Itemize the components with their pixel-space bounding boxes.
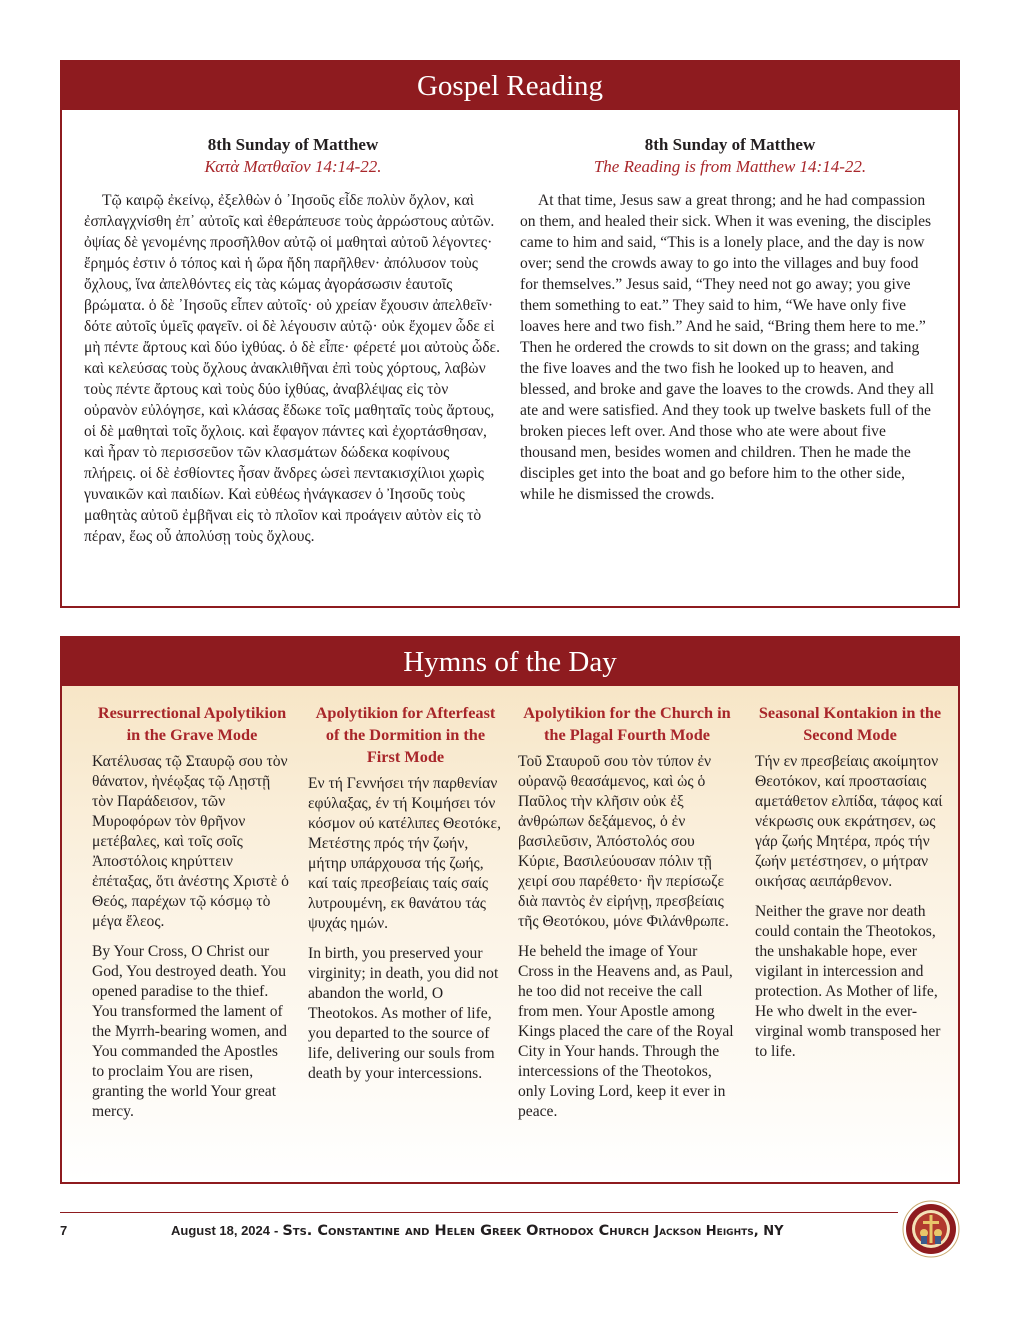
gospel-heading: Gospel Reading xyxy=(62,62,958,110)
hymn-title: Seasonal Kontakion in the Second Mode xyxy=(758,703,942,744)
footer-divider xyxy=(60,1212,898,1213)
hymn-column xyxy=(518,702,736,1122)
church-seal-icon xyxy=(902,1200,960,1258)
hymn-english-text: By Your Cross, O Christ our God, You destroyed death. You opened paradise to the thief. You transformed the lament of the Myrrh-bearing women, and You commanded the Apostles to proclaim You are risen, granting the world Your great mercy. xyxy=(92,943,287,1120)
hymn-greek-text: Εν τή Γεννήσει τήν παρθενίαν εφύλαξας, έν τή Κοιμήσει τόν κόσμον ού κατέλιπες Θεοτόκε, Μετέστης πρός τήν ζωήν, μήτηρ υπάρχουσα τής ζωής, καί ταίς πρεσβείαις ταίς σαίς λυτρουμένη, εκ θανάτου τάς ψυχάς ημών. xyxy=(308,775,501,932)
gospel-english-column xyxy=(520,134,940,505)
gospel-greek-reference: Κατὰ Ματθαῖον 14:14-22. xyxy=(204,157,382,176)
hymn-column xyxy=(308,702,503,1084)
hymn-title: Apolytikion for the Church in the Plagal Fourth Mode xyxy=(523,703,731,744)
hymns-panel xyxy=(60,636,960,1184)
hymn-greek-text: Τοῦ Σταυροῦ σου τὸν τύπον ἐν οὐρανῷ θεασάμενος, καὶ ὡς ὁ Παῦλος τὴν κλῆσιν οὐκ ἐξ ἀνθρώπων δεξάμενος, ὁ ἐν βασιλεῦσιν, Ἀπόστολός σου Κύριε, Βασιλεύουσαν πόλιν τῇ χειρί σου παρέθετο· ἣν περίσωζε διὰ παντὸς ἐν εἰρήνῃ, πρεσβείαις τῆς Θεοτόκου, μόνε Φιλάνθρωπε. xyxy=(518,753,729,930)
footer-location: Jackson Heights, NY xyxy=(654,1224,784,1239)
gospel-greek-title: 8th Sunday of Matthew xyxy=(207,135,379,154)
hymns-heading: Hymns of the Day xyxy=(62,638,958,686)
page-number: 7 xyxy=(60,1223,68,1238)
hymn-english-text: He beheld the image of Your Cross in the Heavens and, as Paul, he too did not receive the call from men. Your Apostle among Kings placed the care of the Royal City in Your hands. Through the intercessions of the Theotokos, only Loving Lord, keep it ever in peace. xyxy=(518,943,734,1120)
hymn-greek-text: Τήν εν πρεσβείαις ακοίμητον Θεοτόκον, καί προστασίαις αμετάθετον ελπίδα, τάφος καί νέκρωσις ουκ εκράτησεν, ως γάρ ζωής Μητέρα, πρός τήν ζωήν μετέστησεν, ο μήτραν οικήσας αειπάρθενον. xyxy=(755,753,943,890)
hymn-title: Apolytikion for Afterfeast of the Dormition in the First Mode xyxy=(315,703,496,766)
hymn-column xyxy=(755,702,945,1062)
gospel-english-title: 8th Sunday of Matthew xyxy=(644,135,816,154)
footer-date: August 18, 2024 xyxy=(171,1223,270,1238)
gospel-english-text: At that time, Jesus saw a great throng; and he had compassion on them, and healed their sick. When it was evening, the disciples came to him and said, “This is a lonely place, and the day is now over; send the crowds away to go into the villages and buy food for themselves.” Jesus said, “They need not go away; you give them something to eat.” They said to him, “We have only five loaves here and two fish.” And he said, “Bring them here to me.” Then he ordered the crowds to sit down on the grass; and taking the five loaves and the two fish he looked up to heaven, and blessed, and broke and gave the loaves to the crowds. And they all ate and were satisfied. And they took up twelve baskets full of the broken pieces left over. And those who ate were about five thousand men, besides women and children. Then he made the disciples get into the boat and go before him to the other side, while he dismissed the crowds. xyxy=(520,192,934,503)
hymn-title: Resurrectional Apolytikion in the Grave Mode xyxy=(97,703,287,744)
gospel-greek-text: Τῷ καιρῷ ἐκείνῳ, ἐξελθὼν ὁ ᾿Ιησοῦς εἶδε πολὺν ὄχλον, καὶ ἐσπλαγχνίσθη ἐπ᾿ αὐτοῖς καὶ ἐθεράπευσε τοὺς ἀρρώστους αὐτῶν. ὀψίας δὲ γενομένης προσῆλθον αὐτῷ οἱ μαθηταὶ αὐτοῦ λέγοντες· ἔρημός ἐστιν ὁ τόπος καὶ ἡ ὥρα ἤδη παρῆλθεν· ἀπόλυσον τοὺς ὄχλους, ἵνα ἀπελθόντες εἰς τὰς κώμας ἀγοράσωσιν ἑαυτοῖς βρώματα. ὁ δὲ ᾿Ιησοῦς εἶπεν αὐτοῖς· οὐ χρείαν ἔχουσιν ἀπελθεῖν· δότε αὐτοῖς ὑμεῖς φαγεῖν. οἱ δὲ λέγουσιν αὐτῷ· οὐκ ἔχομεν ὧδε εἰ μὴ πέντε ἄρτους καὶ δύο ἰχθύας. ὁ δὲ εἶπε· φέρετέ μοι αὐτοὺς ὧδε. καὶ κελεύσας τοὺς ὄχλους ἀνακλιθῆναι ἐπὶ τοὺς χόρτους, λαβὼν τοὺς πέντε ἄρτους καὶ τοὺς δύο ἰχθύας, ἀναβλέψας εἰς τὸν οὐρανὸν εὐλόγησε, καὶ κλάσας ἔδωκε τοῖς μαθηταῖς τοὺς ἄρτους, οἱ δὲ μαθηταὶ τοῖς ὄχλοις. καὶ ἔφαγον πάντες καὶ ἐχορτάσθησαν, καὶ ἦραν τὸ περισσεῦον τῶν κλασμάτων δώδεκα κοφίνους πλήρεις. οἱ δὲ ἐσθίοντες ἦσαν ἄνδρες ὡσεὶ πεντακισχίλιοι χωρὶς γυναικῶν καὶ παιδίων. Καὶ εὐθέως ἠνάγκασεν ὁ Ἰησοῦς τοὺς μαθητὰς αὐτοῦ ἐμβῆναι εἰς τὸ πλοῖον καὶ προάγειν αὐτὸν εἰς τὸ πέραν, ἕως οὗ ἀπολύσῃ τοὺς ὄχλους. xyxy=(84,192,500,545)
footer xyxy=(171,1220,896,1239)
hymn-column xyxy=(92,702,292,1122)
gospel-greek-column xyxy=(84,134,502,547)
hymn-greek-text: Κατέλυσας τῷ Σταυρῷ σου τὸν θάνατον, ἠνέῳξας τῷ Λῃστῇ τὸν Παράδεισον, τῶν Μυροφόρων τὸν θρῆνον μετέβαλες, καὶ τοῖς σοῖς Ἀποστόλοις κηρύττειν ἐπέταξας, ὅτι ἀνέστης Χριστὲ ὁ Θεός, παρέχων τῷ κόσμῳ τὸ μέγα ἔλεος. xyxy=(92,753,289,930)
hymn-english-text: In birth, you preserved your virginity; in death, you did not abandon the world, O Theotokos. As mother of life, you departed to the source of life, delivering our souls from death by your intercessions. xyxy=(308,945,499,1082)
gospel-english-reference: The Reading is from Matthew 14:14-22. xyxy=(593,157,867,176)
hymn-english-text: Neither the grave nor death could contain the Theotokos, the unshakable hope, ever vigilant in intercession and protection. As Mother of life, He who dwelt in the ever-virginal womb transposed her to life. xyxy=(755,903,941,1060)
footer-church-name: Sts. Constantine and Helen Greek Orthodox Church xyxy=(282,1223,650,1239)
footer-separator: - xyxy=(274,1223,279,1238)
gospel-reading-panel xyxy=(60,60,960,608)
